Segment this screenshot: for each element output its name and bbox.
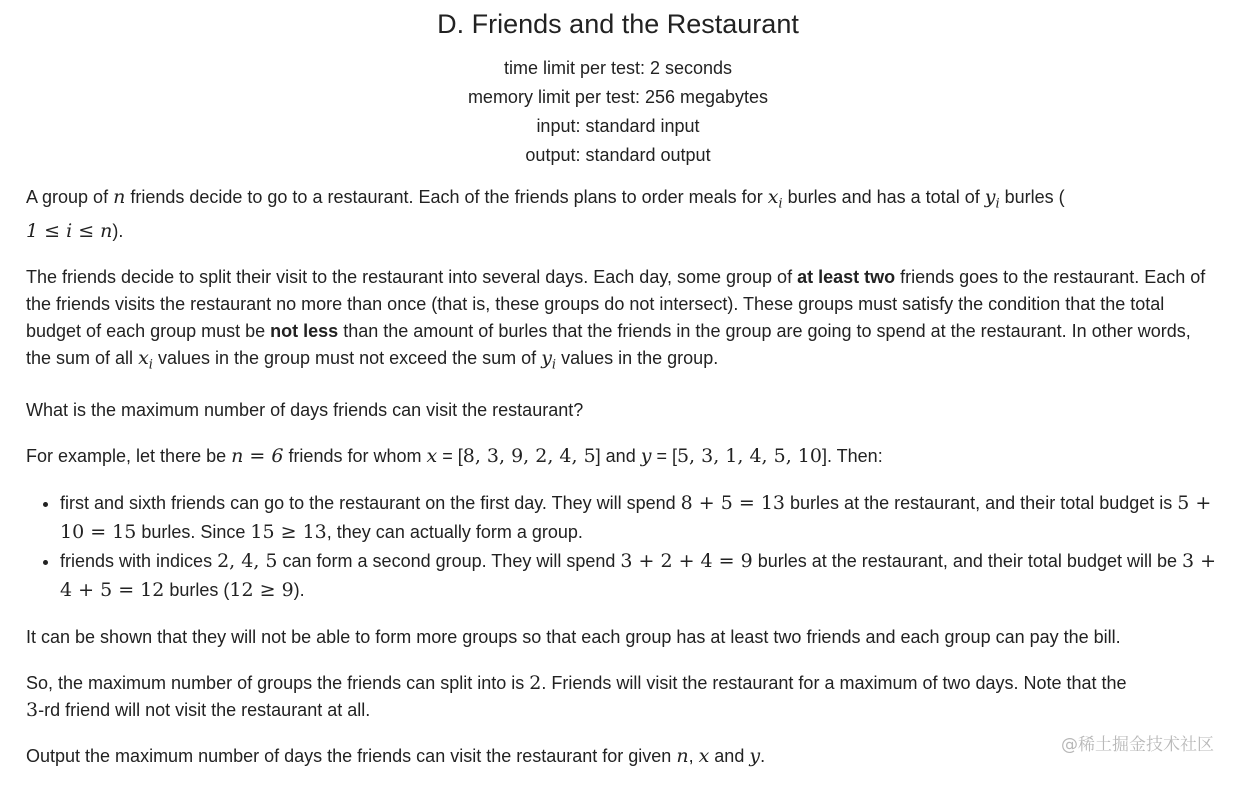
time-limit: time limit per test: 2 seconds [503,58,733,78]
bold-text: not less [270,320,339,341]
text: . [760,746,766,767]
text: burles ( [999,187,1065,207]
math-sub-i: i [551,357,557,373]
text: burles ( [164,580,230,601]
text: . Friends will visit the restaurant for a maximum of two days. Note that the [541,673,1127,694]
text: burles and has a total of [782,187,985,207]
text: ). [293,580,305,601]
math-x-values: 8, 3, 9, 2, 4, 5 [462,445,596,468]
math-x: x [138,346,149,369]
math-expression: 5 + 10 = 15 [60,492,1212,544]
text: values in the group. [556,347,719,368]
text: friends for whom [283,446,427,467]
math-x: x [426,445,438,468]
math-condition: 1 ≤ i ≤ n [26,219,113,242]
text: , [688,746,699,767]
math-expression: 8 + 5 = 13 [680,492,786,515]
text: first and sixth friends can go to the restaurant on the first day. They will spend [60,493,681,514]
example-list [26,489,1218,605]
list-item [60,547,1218,605]
text: values in the group must not exceed the sum of [152,347,542,368]
math-n: n [676,745,689,768]
text: = [ [437,446,463,467]
text: ]. Then: [821,446,883,467]
text: ] and [595,446,641,467]
watermark: @稀土掘金技术社区 [1061,735,1214,755]
statement-paragraph-7 [26,743,1218,770]
text: and [709,746,750,767]
math-expression: 3 + 2 + 4 = 9 [620,550,753,573]
statement-paragraph-6 [26,670,1218,724]
text: Output the maximum number of days the friends can visit the restaurant for given [26,746,677,767]
text: burles at the restaurant, and their total budget is [785,493,1178,514]
math-n: n [113,186,126,208]
problem-statement [26,184,1218,789]
statement-paragraph-5: It can be shown that they will not be able to form more groups so that each group has at least two friends and each group can pay the bill. [26,627,1121,648]
math-expression: 15 ≥ 13 [250,521,327,544]
text: -rd friend will not visit the restaurant at all. [38,700,371,721]
math-y: y [640,445,652,468]
math-sub-i: i [148,357,153,373]
math-number: 2 [529,672,542,695]
math-x: x [698,745,710,768]
text: A group of [26,187,114,207]
text: , they can actually form a group. [326,522,583,543]
text: ). [112,220,124,241]
math-x: x [767,186,779,208]
text: burles. Since [136,522,251,543]
memory-limit: memory limit per test: 256 megabytes [467,87,769,107]
text: = [ [651,446,677,467]
problem-header [0,0,1236,170]
text: friends decide to go to a restaurant. Each of the friends plans to order meals for [125,187,768,207]
math-expression: 3 + 4 + 5 = 12 [60,550,1217,602]
text: can form a second group. They will spend [277,551,621,572]
list-item [60,489,1218,547]
text: than the amount of burles that the friends in the group are going to spend at the restaurant. In other words, the sum of all [26,320,1191,368]
math-sub-i: i [995,196,1000,212]
math-y-values: 5, 3, 1, 4, 5, 10 [676,445,822,468]
text: friends with indices [60,551,218,572]
problem-limits [0,54,1236,170]
math-y: y [749,745,761,768]
math-y: y [541,346,552,369]
math-expression: 2, 4, 5 [217,550,278,573]
statement-paragraph-1 [26,184,1218,245]
math-sub-i: i [778,196,783,212]
math-n-eq: n = 6 [231,445,284,468]
bold-text: at least two [797,266,896,287]
text: burles at the restaurant, and their total budget will be [752,551,1182,572]
text: friends goes to the restaurant. Each of the friends visits the restaurant no more than once (that is, these groups do not intersect). These groups must satisfy the condition that the total budget of each group must be [26,266,1206,341]
text: The friends decide to split their visit to the restaurant into several days. Each day, some group of [26,266,798,287]
math-expression: 12 ≥ 9 [229,579,294,602]
text: For example, let there be [26,446,232,467]
input-spec: input: standard input [536,116,700,136]
statement-paragraph-3: What is the maximum number of days friends can visit the restaurant? [26,400,584,421]
text: So, the maximum number of groups the friends can split into is [26,673,530,694]
math-y: y [984,186,996,208]
output-spec: output: standard output [525,145,711,165]
statement-paragraph-4 [26,443,1218,470]
math-number: 3 [26,699,39,722]
statement-paragraph-2 [26,264,1218,379]
problem-title: D. Friends and the Restaurant [437,9,799,39]
